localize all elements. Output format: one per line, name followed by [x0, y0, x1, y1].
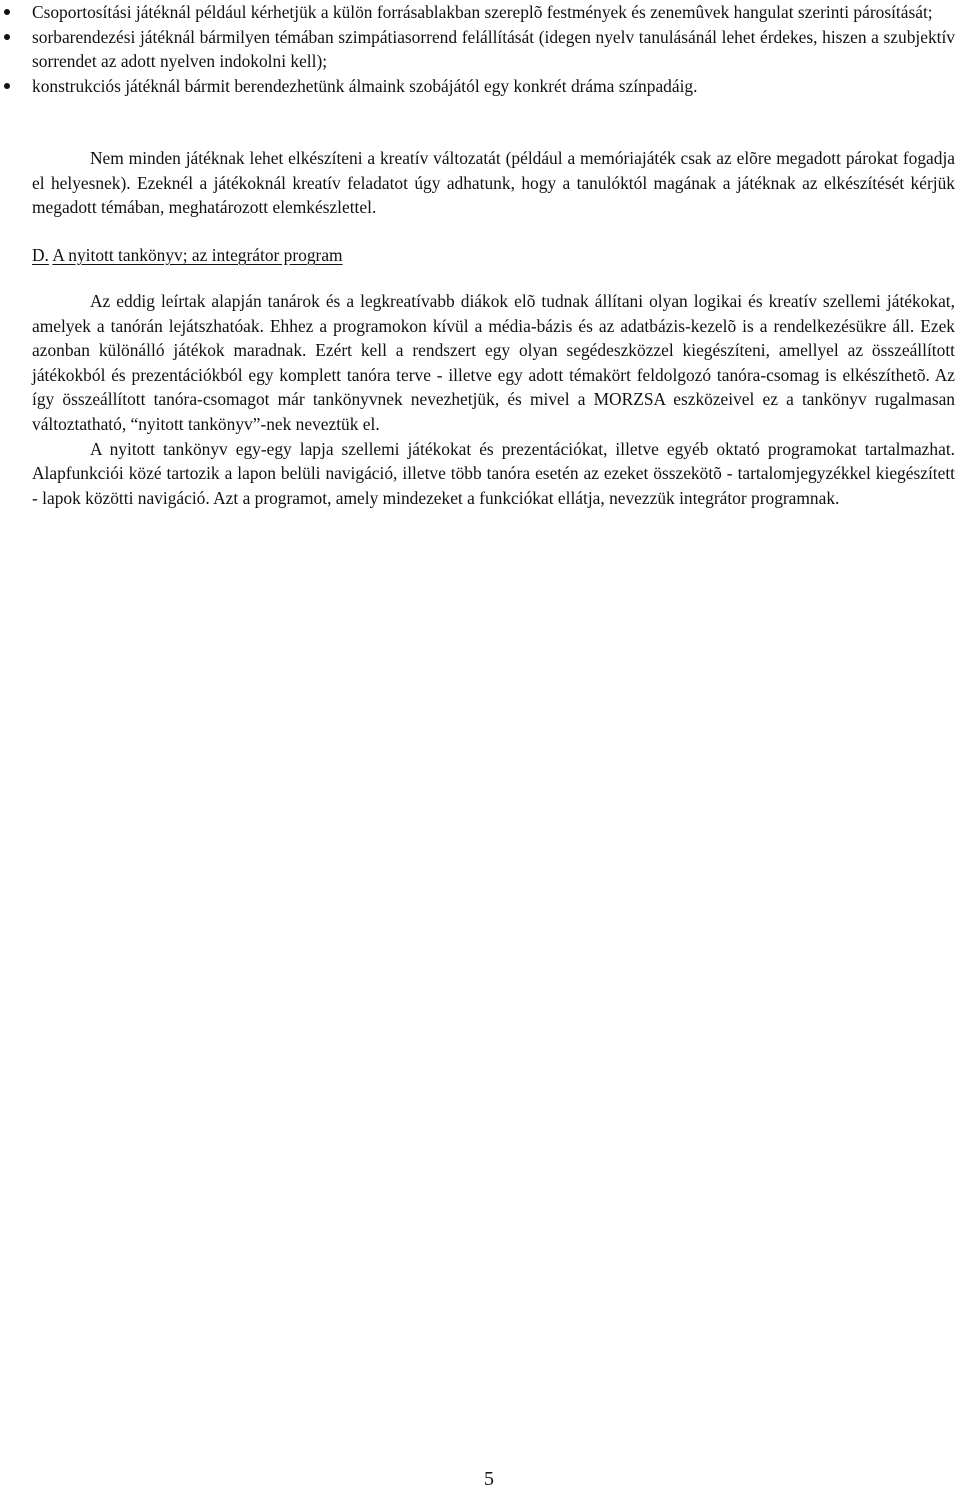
document-page: [32, 0, 955, 508]
bullet-text: Csoportosítási játéknál például kérhetjük a külön forrásablakban szereplõ festmények és zenemûvek hangulat szerinti párosítását;: [32, 2, 933, 22]
bullet-dot-icon: [4, 34, 10, 40]
paragraph-textbook: [32, 437, 955, 511]
bullet-dot-icon: [4, 9, 10, 15]
bullet-list: [32, 0, 955, 98]
paragraph-integrator-text: Az eddig leírtak alapján tanárok és a legkreatívabb diákok elõ tudnak állítani olyan logikai és kreatív szellemi játékokat, amelyek a tanórán lejátszhatóak. Ehhez a programokon kívül a média-bázis és az adatbázis-kezelõ is a rendelkezésükre áll. Ezek azonban különálló játékok maradnak. Ezért kell a rendszert egy olyan segédeszközzel kiegészíteni, amellyel az összeállított játékokból és prezentációkból egy komplett tanóra terve - illetve egy adott témakört feldolgozó tanóra-csomag is elkészíthetõ. Az így összeállított tanóra-csomagot már tankönyvnek nevezhetjük, és mivel a MORZSA eszközeivel ez a tankönyv rugalmasan változtatható, “nyitott tankönyv”-nek neveztük el.: [32, 291, 955, 434]
paragraph-integrator: [32, 289, 955, 437]
bullet-text: konstrukciós játéknál bármit berendezhetünk álmaink szobájától egy konkrét dráma színpadáig.: [32, 75, 698, 96]
bullet-item: [32, 74, 955, 99]
section-body: [32, 289, 955, 510]
paragraph-games: [32, 146, 955, 220]
paragraph-games-text: Nem minden játéknak lehet elkészíteni a kreatív változatát (például a memóriajáték csak az elõre megadott párokat fogadja el helyesnek). Ezeknél a játékoknál kreatív feladatot úgy adhatunk, hogy a tanulóktól magának a játéknak az elkészítését kérjük megadott témában, meghatározott elemkészlettel.: [32, 148, 955, 218]
page-number: 5: [484, 1468, 494, 1490]
section-title: A nyitott tankönyv; az integrátor program: [52, 245, 343, 265]
paragraph-textbook-text: A nyitott tankönyv egy-egy lapja szellemi játékokat és prezentációkat, illetve egyéb oktató programokat tartalmazhat. Alapfunkciói közé tartozik a lapon belüli navigáció, illetve több tanóra esetén az ezeket összekötõ - tartalomjegyzékkel kiegészített - lapok közötti navigáció. Azt a programot, amely mindezeket a funkciókat ellátja, nevezzük integrátor programnak.: [32, 438, 955, 508]
section-heading: [32, 243, 343, 268]
section-number: D.: [32, 245, 49, 265]
bullet-text: sorbarendezési játéknál bármilyen témában szimpátiasorrend felállítását (idegen nyelv tanulásánál lehet érdekes, hiszen a szubjektív sorrendet az adott nyelven indokolni kell);: [32, 26, 955, 72]
bullet-item: [32, 0, 955, 25]
bullet-item: [32, 25, 955, 74]
bullet-dot-icon: [4, 83, 10, 89]
